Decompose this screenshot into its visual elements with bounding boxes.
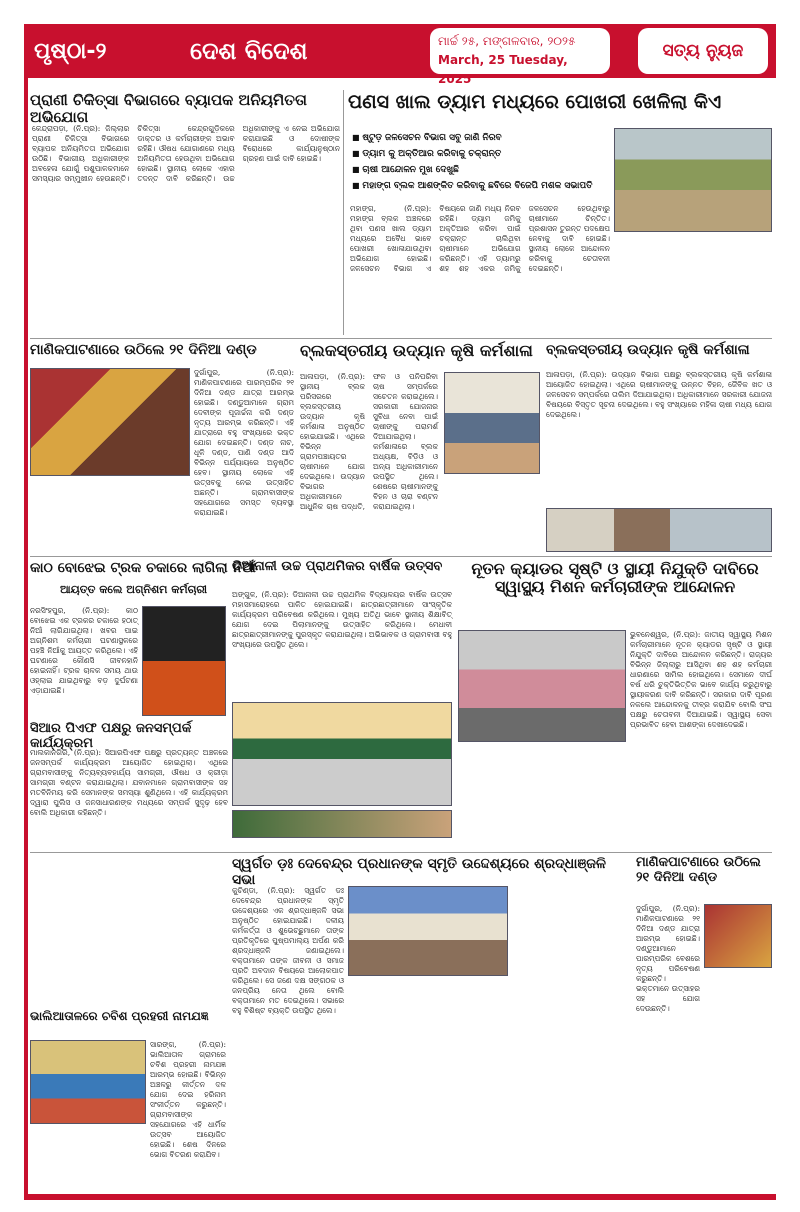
danda-photo-small — [704, 904, 772, 968]
bullet-item: ■ ଡ୍ୟାମ କୁ ଅକ୍ତିଆର କରିବାକୁ ଚକ୍ରାନ୍ତ — [352, 146, 612, 162]
article-bullets — [352, 130, 612, 200]
article-headline: ପ୍ରାଣୀ ଚିକିତ୍ସା ବିଭାଗରେ ବ୍ୟାପକ ଅନିୟମିତତା ଅଭିଯୋଗ — [30, 91, 307, 127]
protest-photo — [458, 630, 626, 742]
section-divider — [30, 852, 772, 853]
page-number: ପୃଷ୍ଠା-୨ — [34, 38, 107, 64]
workshop-photo — [444, 372, 540, 474]
article-headline: ସିଆର ପିଏଫ ପକ୍ଷରୁ ଜନସମ୍ପର୍କ କାର୍ଯ୍ୟକ୍ରମ — [30, 721, 192, 751]
article-body-continued — [348, 980, 628, 1180]
article-body: କୁଚିଣ୍ଡା, (ନି.ପ୍ର): ସ୍ୱର୍ଗତ ଡଃ ଦେବେନ୍ଦ୍ର ପ୍ରଧାନଙ୍କ ସ୍ମୃତି ଉଦ୍ଦେଶ୍ୟରେ ଏକ ଶ୍ରଦ୍ଧାଞ୍ଜଳି ସଭା ଅନୁଷ୍ଠିତ ହୋଇଯାଇଛି। ଦଳୀୟ କର୍ମକର୍ତ୍ତା ଓ ଶୁଭେଚ୍ଛୁମାନେ ତାଙ୍କ ପ୍ରତିକୃତିରେ ପୁଷ୍ପମାଲ୍ୟ ଅର୍ପଣ କରି ଶ୍ରଦ୍ଧାଞ୍ଜଳି ଜଣାଇଥିଲେ। ବକ୍ତାମାନେ ତାଙ୍କ ଜୀବନୀ ଓ ସମାଜ ପ୍ରତି ଅବଦାନ ବିଷୟରେ ଆଲୋକପାତ କରିଥିଲେ। ସେ ଜଣେ ଦକ୍ଷ ସଙ୍ଗଠକ ଓ ଜନପ୍ରିୟ ନେତା ଥିଲେ ବୋଲି ବକ୍ତାମାନେ ମତ ଦେଇଥିଲେ। ସଭାରେ ବହୁ ବିଶିଷ୍ଟ ବ୍ୟକ୍ତି ଉପସ୍ଥିତ ଥିଲେ। — [232, 886, 344, 1015]
bottom-border — [24, 1194, 776, 1200]
article-body: ଦୁର୍ଗାପୁର, (ନି.ପ୍ର): ମାଣିକପାଟଣାରେ ୨୧ ଦିନିଆ ଦଣ୍ଡ ଯାତ୍ରା ଆରମ୍ଭ ହୋଇଛି। ଦଣ୍ଡୁଆମାନେ ପାରମ୍ପରିକ ବେଶରେ ନୃତ୍ୟ ପରିବେଷଣ କରୁଛନ୍ତି। ଭକ୍ତମାନେ ଉତ୍ସାହର ସହ ଯୋଗ ଦେଉଛନ୍ତି। — [636, 904, 700, 1013]
workshop-photo-2 — [546, 508, 772, 552]
section-title: ଦେଶ ବିଦେଶ — [190, 37, 308, 65]
article-body-continued — [458, 746, 626, 840]
bullet-item: ■ ଚାଷୀ ଆନ୍ଦୋଳନ ମୁଖ ଦେଖୁଛି — [352, 162, 612, 178]
article-body: ଦୁର୍ଗାପୁର, (ନି.ପ୍ର): ମାଣିକପାଟଣାରେ ପାରମ୍ପରିକ ୨୧ ଦିନିଆ ଦଣ୍ଡ ଯାତ୍ରା ଆରମ୍ଭ ହୋଇଛି। ଦଣ୍ଡୁଆମାନେ ଗ୍ରାମ ଦେବୀଙ୍କ ପୂଜାର୍ଚ୍ଚନା କରି ଦଣ୍ଡ ନୃତ୍ୟ ଆରମ୍ଭ କରିଛନ୍ତି। ଏହି ଯାତ୍ରାରେ ବହୁ ସଂଖ୍ୟାରେ ଭକ୍ତ ଯୋଗ ଦେଇଛନ୍ତି। ଦଣ୍ଡ ନାଚ, ଧୂଳି ଦଣ୍ଡ, ପାଣି ଦଣ୍ଡ ଆଦି ବିଭିନ୍ନ ପର୍ଯ୍ୟାୟରେ ଅନୁଷ୍ଠିତ ହେବ। ସ୍ଥାନୀୟ ଲୋକେ ଏହି ଉତ୍ସବକୁ ନେଇ ଉତ୍ସାହିତ ଅଛନ୍ତି। ଗ୍ରାମବାସୀଙ୍କ ସହଯୋଗରେ ସମସ୍ତ ବ୍ୟବସ୍ଥା କରାଯାଇଛି। — [194, 368, 294, 517]
crpf-photo — [232, 810, 452, 838]
bullet-item: ■ ମହାଙ୍ଗ ବ୍ଲକ ଆଶଙ୍କିତ କରିବାକୁ ଛବିରେ ବିଜେପି ମଶକ ସଭାପତି — [352, 178, 612, 194]
article-body: ସାରଙ୍ଗ, (ନି.ପ୍ର): ଭାଲିଆତାଳ ଗ୍ରାମରେ ଚବିଶ ପ୍ରହରୀ ନାମଯଜ୍ଞ ଆରମ୍ଭ ହୋଇଛି। ବିଭିନ୍ନ ଅଞ୍ଚଳରୁ କୀର୍ତ୍ତନ ଦଳ ଯୋଗ ଦେଇ ହରିନାମ ସଂକୀର୍ତ୍ତନ କରୁଛନ୍ତି। ଗ୍ରାମବାସୀଙ୍କ ସହଯୋଗରେ ଏହି ଧାର୍ମିକ ଉତ୍ସବ ଆୟୋଜିତ ହୋଇଛି। ଶେଷ ଦିନରେ ଭୋଗ ବିତରଣ କରାଯିବ। — [150, 1040, 226, 1159]
bullet-item: ■ ଷ୍ଟୁଡ଼ ଜଳସେଚନ ବିଭାଗ ସବୁ ଜାଣି ନିରବ — [352, 130, 612, 146]
column-divider — [343, 90, 344, 335]
article-headline: ବ୍ଲକସ୍ତରୀୟ ଉଦ୍ୟାନ କୃଷି କର୍ମଶାଳା — [546, 342, 750, 358]
article-headline: ମାଣିକପାଟଣାରେ ଉଠିଲେ ୨୧ ଦିନିଆ ଦଣ୍ଡ — [30, 342, 257, 358]
school-function-photo — [232, 702, 452, 806]
article-body: ମାଲକାନଗିରି, (ନି.ପ୍ର): ସିଆରପିଏଫ ପକ୍ଷରୁ ପ୍ରତ୍ୟନ୍ତ ଅଞ୍ଚଳରେ ଜନସମ୍ପର୍କ କାର୍ଯ୍ୟକ୍ରମ ଆୟୋଜିତ ହୋଇଥିଲା। ଏଥିରେ ଗ୍ରାମବାସୀଙ୍କୁ ନିତ୍ୟବ୍ୟବହାର୍ଯ୍ୟ ସାମଗ୍ରୀ, ଔଷଧ ଓ କ୍ରୀଡ଼ା ସାମଗ୍ରୀ ବଣ୍ଟନ କରାଯାଇଥିଲା। ଯବାନମାନେ ଗ୍ରାମବାସୀଙ୍କ ସହ ମତବିନିମୟ କରି ସେମାନଙ୍କ ସମସ୍ୟା ଶୁଣିଥିଲେ। ଏହି କାର୍ଯ୍ୟକ୍ରମ ଦ୍ୱାରା ପୁଲିସ ଓ ଜନସାଧାରଣଙ୍କ ମଧ୍ୟରେ ସମ୍ପର୍କ ସୁଦୃଢ଼ ହେବ ବୋଲି ଅଧିକାରୀ କହିଛନ୍ତି। — [30, 748, 228, 817]
tribute-photo — [348, 886, 508, 976]
article-headline: ନୂତନ କ୍ୟାଡର ସୃଷ୍ଟି ଓ ସ୍ଥାୟୀ ନିଯୁକ୍ତି ଦାବିରେ ସ୍ୱାସ୍ଥ୍ୟ ମିଶନ କର୍ମଚାରୀଙ୍କ ଆନ୍ଦୋଳନ — [471, 559, 759, 597]
date-english: March, 25 Tuesday, 2025 — [438, 53, 568, 86]
article-headline: ଡିଆନାଳୀ ଉଚ୍ଚ ପ୍ରାଥମିକର ବାର୍ଷିକ ଉତ୍ସବ — [232, 559, 443, 574]
article-body: ନରସିଂହପୁର, (ନି.ପ୍ର): କାଠ ବୋଝେଇ ଏକ ଟ୍ରକର ଚକାରେ ହଠାତ୍ ନିଆଁ ଲାଗିଯାଇଥିଲା। ଖବର ପାଇ ଅଗ୍ନିଶମ କର୍ମଚାରୀ ଘଟଣାସ୍ଥଳରେ ପହଞ୍ଚି ନିଆଁକୁ ଆୟତ୍ତ କରିଥିଲେ। ଏହି ଘଟଣାରେ କୌଣସି ଜୀବନହାନି ହୋଇନାହିଁ। ଟ୍ରକ ଚାଳକ ସମୟ ଥାଉ ଓହ୍ଲାଇ ଯାଇଥିବାରୁ ବଡ଼ ଦୁର୍ଘଟଣା ଏଡ଼ାଯାଇଛି। — [30, 606, 138, 695]
article-body: ମହାଙ୍ଗ, (ନି.ପ୍ର): ମହାଙ୍ଗ ବ୍ଲକ ଅଞ୍ଚଳରେ ଥିବା ପଣସ ଖାଲ ଡ୍ୟାମ ମଧ୍ୟରେ ଅବୈଧ ଭାବେ ପୋଖରୀ ଖୋଳାଯାଉଥିବା ଅଭିଯୋଗ ହୋଇଛି। ଜଳସେଚନ ବିଭାଗ ଏ ବିଷୟରେ ଜାଣି ମଧ୍ୟ ନିରବ ରହିଛି। ଡ୍ୟାମ ଜମିକୁ ଅକ୍ତିଆର କରିବା ପାଇଁ ଚକ୍ରାନ୍ତ ଚାଲିଥିବା ଚାଷୀମାନେ ଅଭିଯୋଗ କରିଛନ୍ତି। ଏହି ଡ୍ୟାମରୁ ଶହ ଶହ ଏକର ଜମିକୁ ଜଳସେଚନ ହେଉଥିବାରୁ ଚାଷୀମାନେ ଚିନ୍ତିତ। ପ୍ରଶାସନ ତୁରନ୍ତ ପଦକ୍ଷେପ ନେବାକୁ ଦାବି ହୋଇଛି। ସ୍ଥାନୀୟ ଲୋକେ ଆନ୍ଦୋଳନ କରିବାକୁ ଚେତାବନୀ ଦେଇଛନ୍ତି। — [350, 204, 610, 273]
section-divider — [30, 338, 772, 339]
article-body-continued — [30, 1128, 226, 1184]
date-odia: ମାର୍ଚ୍ଚ ୨୫, ମଙ୍ଗଳବାର, ୨୦୨୫ — [438, 34, 576, 48]
kirtan-photo — [30, 1040, 146, 1124]
date-box — [430, 28, 610, 86]
article-headline: ପଣସ ଖାଲ ଡ୍ୟାମ ମଧ୍ୟରେ ପୋଖରୀ ଖେଳିଲା କିଏ — [348, 91, 722, 113]
article-subheadline: ଆୟତ୍ତ କଲେ ଅଗ୍ନିଶମ କର୍ମଚାରୀ — [60, 583, 208, 596]
brand-logo: ସତ୍ୟ ନ୍ୟୁଜ — [638, 28, 768, 74]
article-body: ଆଳାପଡ଼ା, (ନି.ପ୍ର): ଉଦ୍ୟାନ ବିଭାଗ ପକ୍ଷରୁ ବ୍ଲକସ୍ତରୀୟ କୃଷି କର୍ମଶାଳା ଆୟୋଜିତ ହୋଇଥିଲା। ଏଥିରେ ଚାଷୀମାନଙ୍କୁ ଉନ୍ନତ ବିହନ, ଜୈବିକ ଖତ ଓ ଜଳସେଚନ ସମ୍ପର୍କରେ ତାଲିମ ଦିଆଯାଇଥିଲା। ଅଧିକାରୀମାନେ ସରକାରୀ ଯୋଜନା ବିଷୟରେ ବିସ୍ତୃତ ସୂଚନା ଦେଇଥିଲେ। ବହୁ ସଂଖ୍ୟାରେ ମହିଳା ଚାଷୀ ମଧ୍ୟ ଯୋଗ ଦେଇଥିଲେ। — [546, 370, 772, 419]
dam-photo — [614, 128, 772, 232]
article-headline: କାଠ ବୋଝେଇ ଟ୍ରକ ଚକାରେ ଲାଗିଲା ନିଆଁ — [30, 560, 256, 576]
danda-festival-photo — [30, 368, 190, 476]
article-headline: ଭାଲିଆତାଳରେ ଚବିଶ ପ୍ରହରୀ ନାମଯଜ୍ଞ — [30, 1009, 209, 1023]
left-border — [24, 24, 28, 1194]
article-body-continued — [30, 478, 294, 550]
article-headline: ବ୍ଲକସ୍ତରୀୟ ଉଦ୍ୟାନ କୃଷି କର୍ମଶାଳା — [300, 341, 533, 360]
article-body: ଅଙ୍ଗୁଳ, (ନି.ପ୍ର): ଡିଆନାଳୀ ଉଚ୍ଚ ପ୍ରାଥମିକ ବିଦ୍ୟାଳୟର ବାର୍ଷିକ ଉତ୍ସବ ମହାସମାରୋହରେ ପାଳିତ ହୋଇଯାଇଛି। ଛାତ୍ରଛାତ୍ରୀମାନେ ସାଂସ୍କୃତିକ କାର୍ଯ୍ୟକ୍ରମ ପରିବେଷଣ କରିଥିଲେ। ମୁଖ୍ୟ ଅତିଥି ଭାବେ ସ୍ଥାନୀୟ ଶିକ୍ଷାବିତ୍ ଯୋଗ ଦେଇ ପିଲାମାନଙ୍କୁ ଉତ୍ସାହିତ କରିଥିଲେ। ମେଧାବୀ ଛାତ୍ରଛାତ୍ରୀମାନଙ୍କୁ ପୁରସ୍କୃତ କରାଯାଇଥିଲା। ଅଭିଭାବକ ଓ ଗ୍ରାମବାସୀ ବହୁ ସଂଖ୍ୟାରେ ଉପସ୍ଥିତ ଥିଲେ। — [232, 590, 452, 649]
truck-fire-photo — [142, 606, 226, 716]
article-headline: ସ୍ୱର୍ଗତ ଡ଼ଃ ଦେବେନ୍ଦ୍ର ପ୍ରଧାନଙ୍କ ସ୍ମୃତି ଉଦ୍ଦେଶ୍ୟରେ ଶ୍ରଦ୍ଧାଞ୍ଜଳି ସଭା — [232, 856, 606, 889]
article-headline: ମାଣିକପାଟଣାରେ ଉଠିଲେ ୨୧ ଦିନିଆ ଦଣ୍ଡ — [636, 855, 761, 885]
article-body: ଆଳାପଡ଼ା, (ନି.ପ୍ର): ସ୍ଥାନୀୟ ବ୍ଲକ ପରିସରରେ ବ୍ଲକସ୍ତରୀୟ ଉଦ୍ୟାନ କୃଷି କର୍ମଶାଳା ଅନୁଷ୍ଠିତ ହୋଇଯାଇଛି। ଏଥିରେ ବିଭିନ୍ନ ଗ୍ରାମପଞ୍ଚାୟତର ଚାଷୀମାନେ ଯୋଗ ଦେଇଥିଲେ। ଉଦ୍ୟାନ ବିଭାଗର ଅଧିକାରୀମାନେ ଆଧୁନିକ ଚାଷ ପଦ୍ଧତି, ଫଳ ଓ ପନିପରିବା ଚାଷ ସମ୍ପର୍କରେ ସଚେତନ କରାଇଥିଲେ। ସରକାରୀ ଯୋଜନାର ସୁବିଧା ନେବା ପାଇଁ ଚାଷୀଙ୍କୁ ପରାମର୍ଶ ଦିଆଯାଇଥିଲା। କର୍ମଶାଳାରେ ବ୍ଲକ ଅଧ୍ୟକ୍ଷ, ବିଡ଼ିଓ ଓ ଅନ୍ୟ ଅଧିକାରୀମାନେ ଉପସ୍ଥିତ ଥିଲେ। ଶେଷରେ ଚାଷୀମାନଙ୍କୁ ବିହନ ଓ ଚାରା ବଣ୍ଟନ କରାଯାଇଥିଲା। — [300, 372, 438, 511]
article-body: ଭୁବନେଶ୍ୱର, (ନି.ପ୍ର): ଜାତୀୟ ସ୍ୱାସ୍ଥ୍ୟ ମିଶନ କର୍ମଚାରୀମାନେ ନୂତନ କ୍ୟାଡର ସୃଷ୍ଟି ଓ ସ୍ଥାୟୀ ନିଯୁକ୍ତି ଦାବିରେ ଆନ୍ଦୋଳନ କରିଛନ୍ତି। ରାଜ୍ୟର ବିଭିନ୍ନ ଜିଲ୍ଲାରୁ ଆସିଥିବା ଶହ ଶହ କର୍ମଚାରୀ ଧାରଣାରେ ସାମିଲ ହୋଇଥିଲେ। ସେମାନେ ଦୀର୍ଘ ବର୍ଷ ଧରି ଚୁକ୍ତିଭିତ୍ତିକ ଭାବେ କାର୍ଯ୍ୟ କରୁଥିବାରୁ ସ୍ଥାୟୀକରଣ ଦାବି କରିଛନ୍ତି। ସରକାର ଦାବି ପୂରଣ ନକଲେ ଆନ୍ଦୋଳନକୁ ତୀବ୍ର କରାଯିବ ବୋଲି ସଂଘ ପକ୍ଷରୁ ଚେତାବନୀ ଦିଆଯାଇଛି। ସ୍ୱାସ୍ଥ୍ୟ ସେବା ପ୍ରଭାବିତ ହେବା ଆଶଙ୍କା ଦେଖାଦେଇଛି। — [630, 630, 772, 729]
section-divider — [30, 556, 772, 557]
article-body: କେନ୍ଦ୍ରାପଡ଼ା, (ନି.ପ୍ର): ଜିଲ୍ଲାର ପ୍ରାଣୀ ଚିକିତ୍ସା ବିଭାଗରେ ବ୍ୟାପକ ଅନିୟମିତତା ଅଭିଯୋଗ ଉଠିଛି। ବିଭାଗୀୟ ଅଧିକାରୀଙ୍କ ଅବହେଳା ଯୋଗୁଁ ପଶୁପାଳକମାନେ ସମସ୍ୟାର ସମ୍ମୁଖୀନ ହେଉଛନ୍ତି। ଚିକିତ୍ସା କେନ୍ଦ୍ରଗୁଡ଼ିକରେ ଡାକ୍ତର ଓ କର୍ମଚାରୀଙ୍କ ଅଭାବ ରହିଛି। ଔଷଧ ଯୋଗାଣରେ ମଧ୍ୟ ଅନିୟମିତତା ହେଉଥିବା ଅଭିଯୋଗ ହୋଇଛି। ସ୍ଥାନୀୟ ଲୋକେ ଏହାର ତଦନ୍ତ ଦାବି କରିଛନ୍ତି। ଉଚ୍ଚ ଅଧିକାରୀଙ୍କୁ ଏ ନେଇ ଅଭିଯୋଗ କରାଯାଇଛି ଓ ଦୋଷୀଙ୍କ ବିରୋଧରେ କାର୍ଯ୍ୟାନୁଷ୍ଠାନ ଗ୍ରହଣ ପାଇଁ ଦାବି ହୋଇଛି। — [32, 124, 340, 183]
